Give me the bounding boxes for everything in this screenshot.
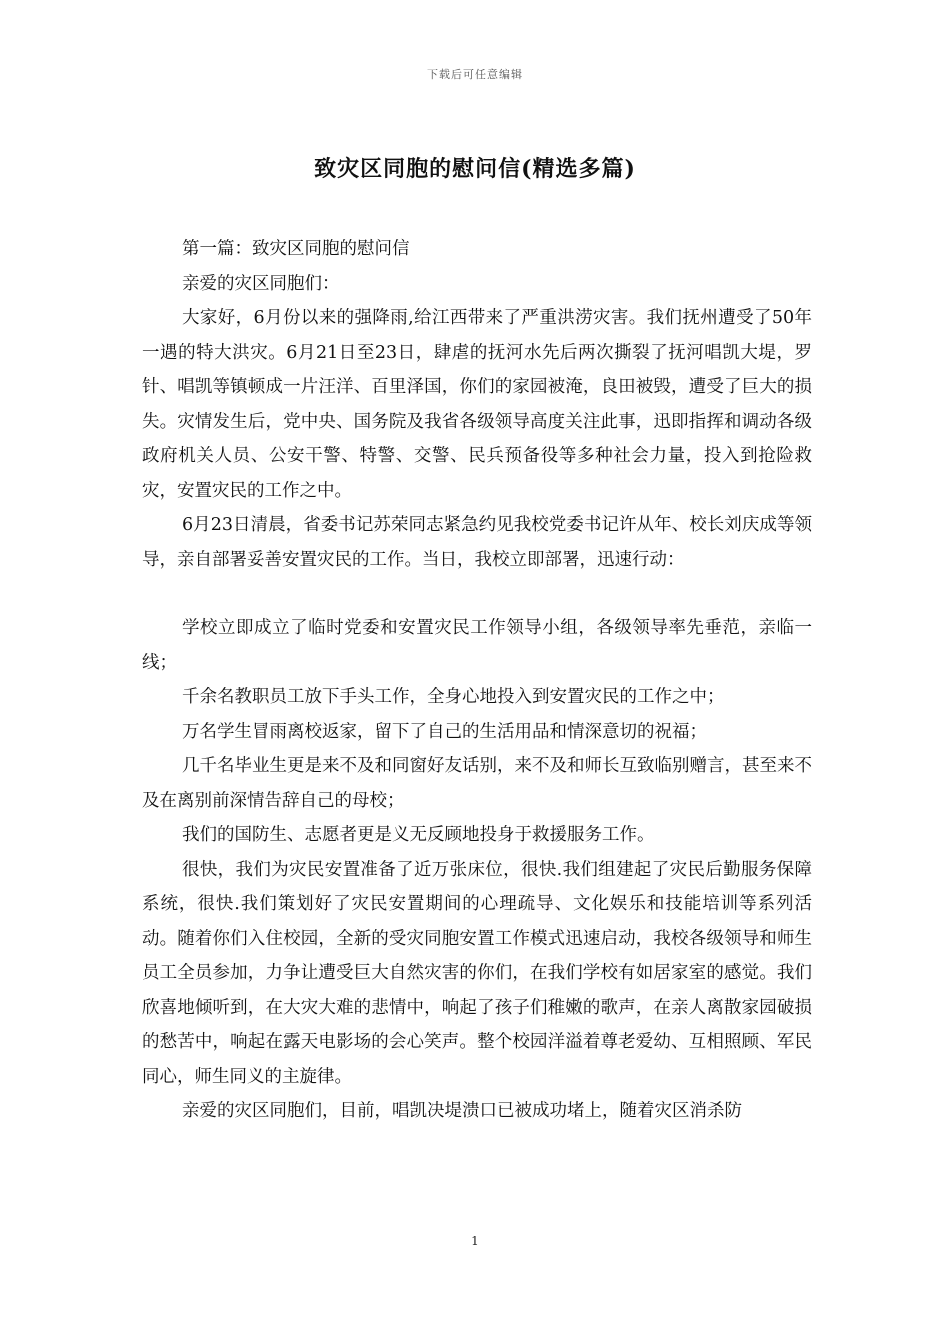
- page-number: 1: [471, 1234, 479, 1248]
- page-header-note: 下载后可任意编辑: [427, 68, 523, 81]
- paragraph: 万名学生冒雨离校返家，留下了自己的生活用品和情深意切的祝福；: [182, 721, 707, 742]
- paragraph: 大家好，6月份以来的强降雨,给江西带来了严重洪涝灾害。我们抚州遭受了50年一遇的特大洪灾。6月21日至23日，肆虐的抚河水先后两次撕裂了抚河唱凯大堤，罗针、唱凯等镇顿成一片汪洋、百里泽国，你们的家园被淹，良田被毁，遭受了巨大的损失。灾情发生后，党中央、国务院及我省各级领导高度关注此事，迅即指挥和调动各级政府机关人员、公安干警、特警、交警、民兵预备役等多种社会力量，投入到抢险救灾，安置灾民的工作之中。: [142, 308, 812, 501]
- paragraph: 千余名教职员工放下手头工作，全身心地投入到安置灾民的工作之中；: [182, 687, 725, 707]
- paragraph: 很快，我们为灾民安置准备了近万张床位，很快.我们组建起了灾民后勤服务保障系统，很快.我们策划好了灾民安置期间的心理疏导、文化娱乐和技能培训等系列活动。随着你们入住校园，全新的受灾同胞安置工作模式迅速启动，我校各级领导和师生员工全员参加，力争让遭受巨大自然灾害的你们，在我们学校有如居家室的感觉。我们欣喜地倾听到，在大灾大难的悲情中，响起了孩子们稚嫩的歌声，在亲人离散家园破损的愁苦中，响起在露天电影场的会心笑声。整个校园洋溢着尊老爱幼、互相照顾、军民同心，师生同义的主旋律。: [142, 859, 812, 1087]
- paragraph: 我们的国防生、志愿者更是义无反顾地投身于救援服务工作。: [182, 825, 655, 845]
- paragraph: 亲爱的灾区同胞们，目前，唱凯决堤溃口已被成功堵上，随着灾区消杀防: [182, 1101, 742, 1121]
- paragraph: 6月23日清晨，省委书记苏荣同志紧急约见我校党委书记许从年、校长刘庆成等领导，亲自部署妥善安置灾民的工作。当日，我校立即部署，迅速行动：: [142, 515, 812, 570]
- paragraph: 学校立即成立了临时党委和安置灾民工作领导小组，各级领导率先垂范，亲临一线；: [142, 618, 812, 673]
- salutation: 亲爱的灾区同胞们：: [182, 273, 340, 294]
- section-heading: 第一篇：致灾区同胞的慰问信: [182, 239, 410, 259]
- document-body: [142, 232, 812, 1129]
- paragraph: 几千名毕业生更是来不及和同窗好友话别，来不及和师长互致临别赠言，甚至来不及在离别前深情告辞自己的母校；: [142, 756, 812, 811]
- document-title: 致灾区同胞的慰问信(精选多篇): [314, 156, 636, 182]
